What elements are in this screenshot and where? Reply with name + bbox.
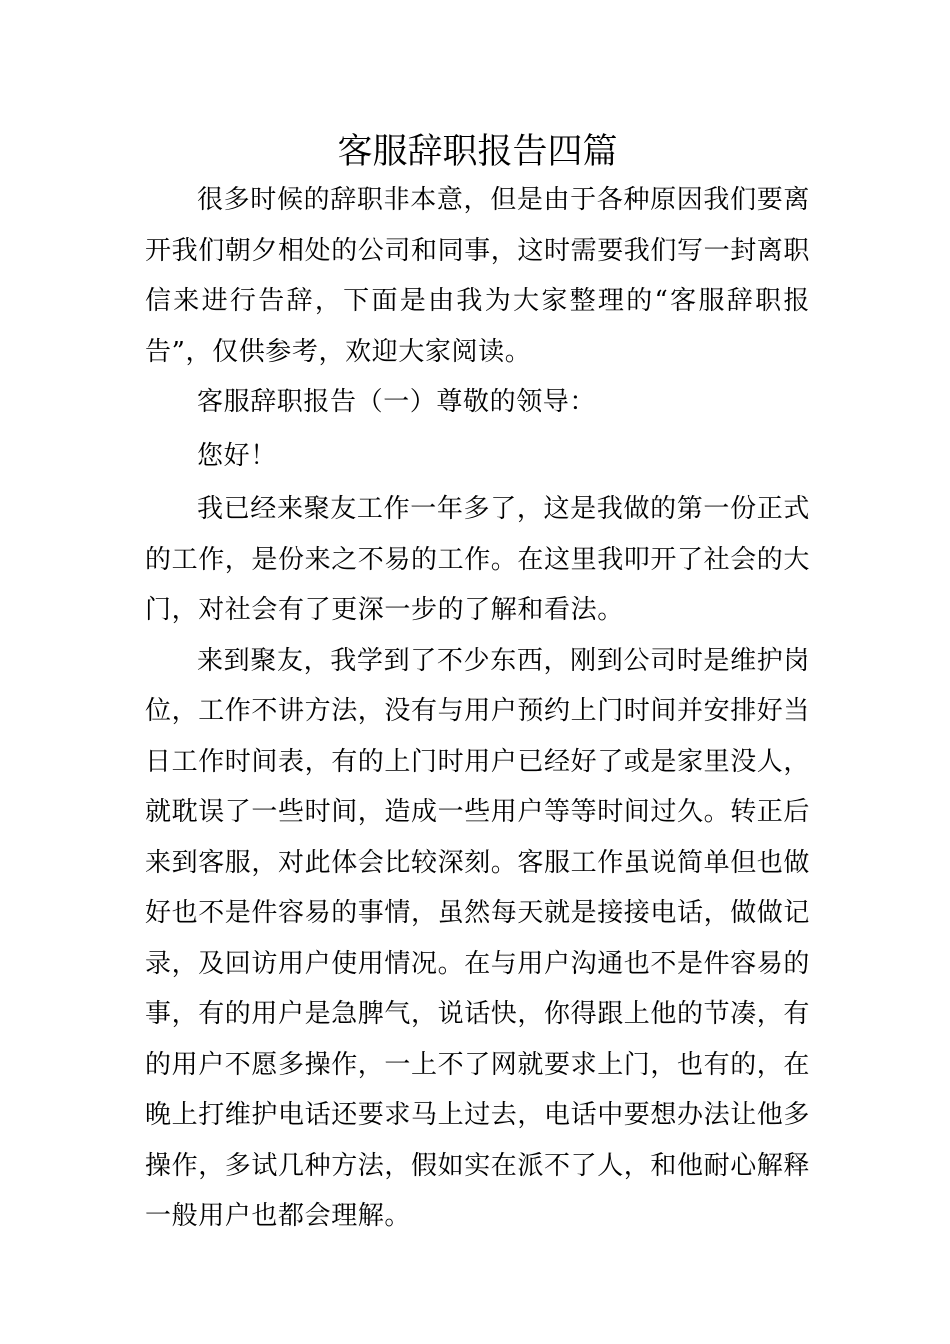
body-paragraph: 我已经来聚友工作一年多了，这是我做的第一份正式的工作，是份来之不易的工作。在这里我叩开了社会的大门，对社会有了更深一步的了解和看法。 [145, 494, 811, 625]
document-body [145, 175, 810, 1242]
intro-paragraph: 很多时候的辞职非本意，但是由于各种原因我们要离开我们朝夕相处的公司和同事，这时需要我们写一封离职信来进行告辞，下面是由我为大家整理的“客服辞职报告”，仅供参考，欢迎大家阅读。 [145, 185, 811, 367]
body-paragraph: 来到聚友，我学到了不少东西，刚到公司时是维护岗位，工作不讲方法，没有与用户预约上门时间并安排好当日工作时间表，有的上门时用户已经好了或是家里没人，就耽误了一些时间，造成一些用户等等时间过久。转正后来到客服，对此体会比较深刻。客服工作虽说简单但也做好也不是件容易的事情，虽然每天就是接接电话，做做记录，及回访用户使用情况。在与用户沟通也不是件容易的事，有的用户是急脾气，说话快，你得跟上他的节凑，有的用户不愿多操作，一上不了网就要求上门，也有的，在晚上打维护电话还要求马上过去，电话中要想办法让他多操作，多试几种方法，假如实在派不了人，和他耐心解释一般用户也都会理解。 [145, 645, 811, 1231]
document-title: 客服辞职报告四篇 [337, 132, 618, 172]
section-heading-paragraph: 客服辞职报告（一）尊敬的领导： [197, 387, 597, 417]
greeting-paragraph: 您好！ [197, 440, 277, 471]
